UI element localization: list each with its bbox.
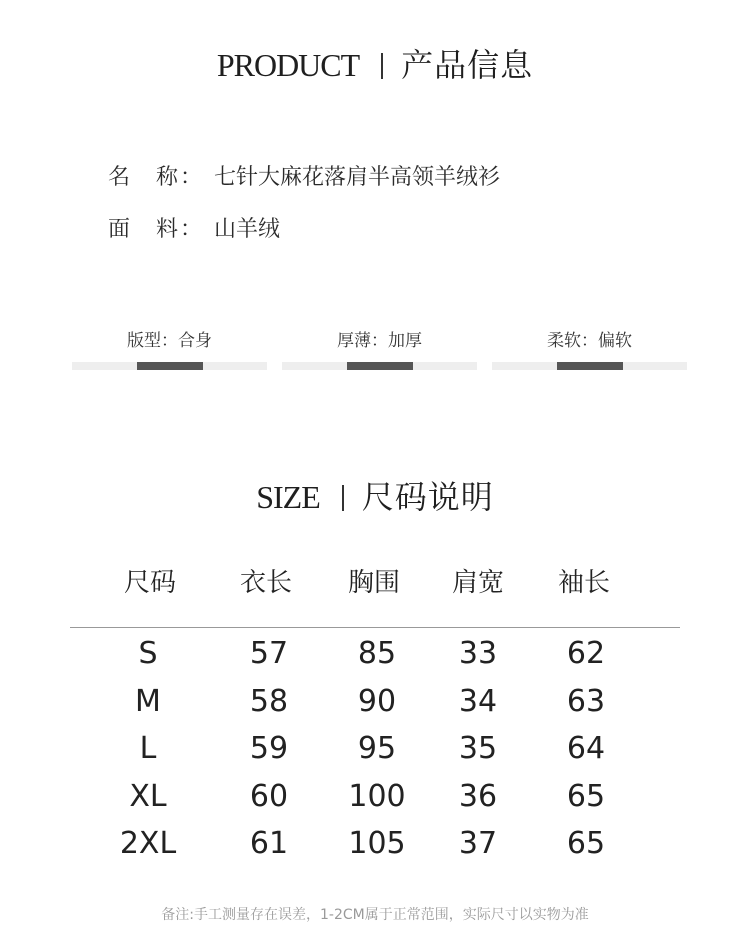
table-cell: 35 xyxy=(458,731,498,766)
attribute-level-fill xyxy=(137,362,203,370)
table-cell: 57 xyxy=(249,636,289,671)
table-row xyxy=(70,636,680,684)
size-heading-en: SIZE xyxy=(256,479,320,515)
header-cell-length: 衣长 xyxy=(239,568,292,598)
fabric-label: 面 料： xyxy=(108,217,205,242)
attribute-thickness xyxy=(282,326,477,376)
fabric-value: 山羊绒 xyxy=(214,217,281,242)
table-row xyxy=(70,731,680,779)
attribute-level-fill xyxy=(557,362,623,370)
table-cell: 100 xyxy=(348,778,406,814)
header-cell-shoulder: 肩宽 xyxy=(451,568,504,598)
info-row-fabric xyxy=(108,212,280,243)
attribute-label: 柔软： xyxy=(547,331,598,351)
product-heading-cn: 产品信息 xyxy=(401,46,534,84)
attribute-label: 版型： xyxy=(127,331,178,351)
attribute-softness xyxy=(492,326,687,376)
name-value: 七针大麻花落肩半高领羊绒衫 xyxy=(214,165,501,190)
table-cell: M xyxy=(135,683,161,719)
info-row-name xyxy=(108,160,500,191)
table-cell: 65 xyxy=(566,826,606,861)
table-row xyxy=(70,779,680,827)
table-cell: XL xyxy=(129,778,167,814)
table-cell: S xyxy=(138,636,158,671)
table-cell: 105 xyxy=(348,826,406,861)
table-cell: 33 xyxy=(458,636,498,671)
attribute-label: 厚薄： xyxy=(337,331,388,351)
table-cell: L xyxy=(139,731,157,766)
table-cell: 36 xyxy=(458,778,498,814)
table-cell: 59 xyxy=(249,731,289,766)
table-cell: 85 xyxy=(357,636,397,671)
table-cell: 60 xyxy=(249,778,289,814)
attribute-fit xyxy=(72,326,267,376)
table-cell: 63 xyxy=(566,683,606,719)
measurement-note: 备注:手工测量存在误差，1-2CM属于正常范围，实际尺寸以实物为准 xyxy=(161,907,589,923)
table-cell: 37 xyxy=(458,826,498,861)
table-cell: 95 xyxy=(357,731,397,766)
name-label: 名 称： xyxy=(108,165,205,190)
table-divider xyxy=(70,627,680,628)
attribute-value: 偏软 xyxy=(598,331,632,351)
heading-separator xyxy=(381,53,383,79)
attribute-value: 合身 xyxy=(178,331,212,351)
product-heading-en: PRODUCT xyxy=(216,47,360,83)
table-cell: 34 xyxy=(458,683,498,719)
table-cell: 2XL xyxy=(119,826,177,861)
table-row xyxy=(70,684,680,732)
header-cell-chest: 胸围 xyxy=(347,568,400,598)
header-cell-size: 尺码 xyxy=(123,568,176,598)
table-cell: 62 xyxy=(566,636,606,671)
attribute-value: 加厚 xyxy=(388,331,422,351)
table-cell: 90 xyxy=(357,683,397,719)
attribute-level-fill xyxy=(347,362,413,370)
table-cell: 61 xyxy=(249,826,289,861)
heading-separator xyxy=(342,485,344,511)
table-cell: 64 xyxy=(566,731,606,766)
product-heading xyxy=(0,40,750,86)
size-heading xyxy=(0,472,750,518)
header-cell-sleeve: 袖长 xyxy=(557,568,610,598)
size-table xyxy=(70,562,680,874)
table-cell: 65 xyxy=(566,778,606,814)
table-row xyxy=(70,826,680,874)
size-heading-cn: 尺码说明 xyxy=(361,478,494,516)
table-cell: 58 xyxy=(249,683,289,719)
size-table-header xyxy=(70,562,680,628)
